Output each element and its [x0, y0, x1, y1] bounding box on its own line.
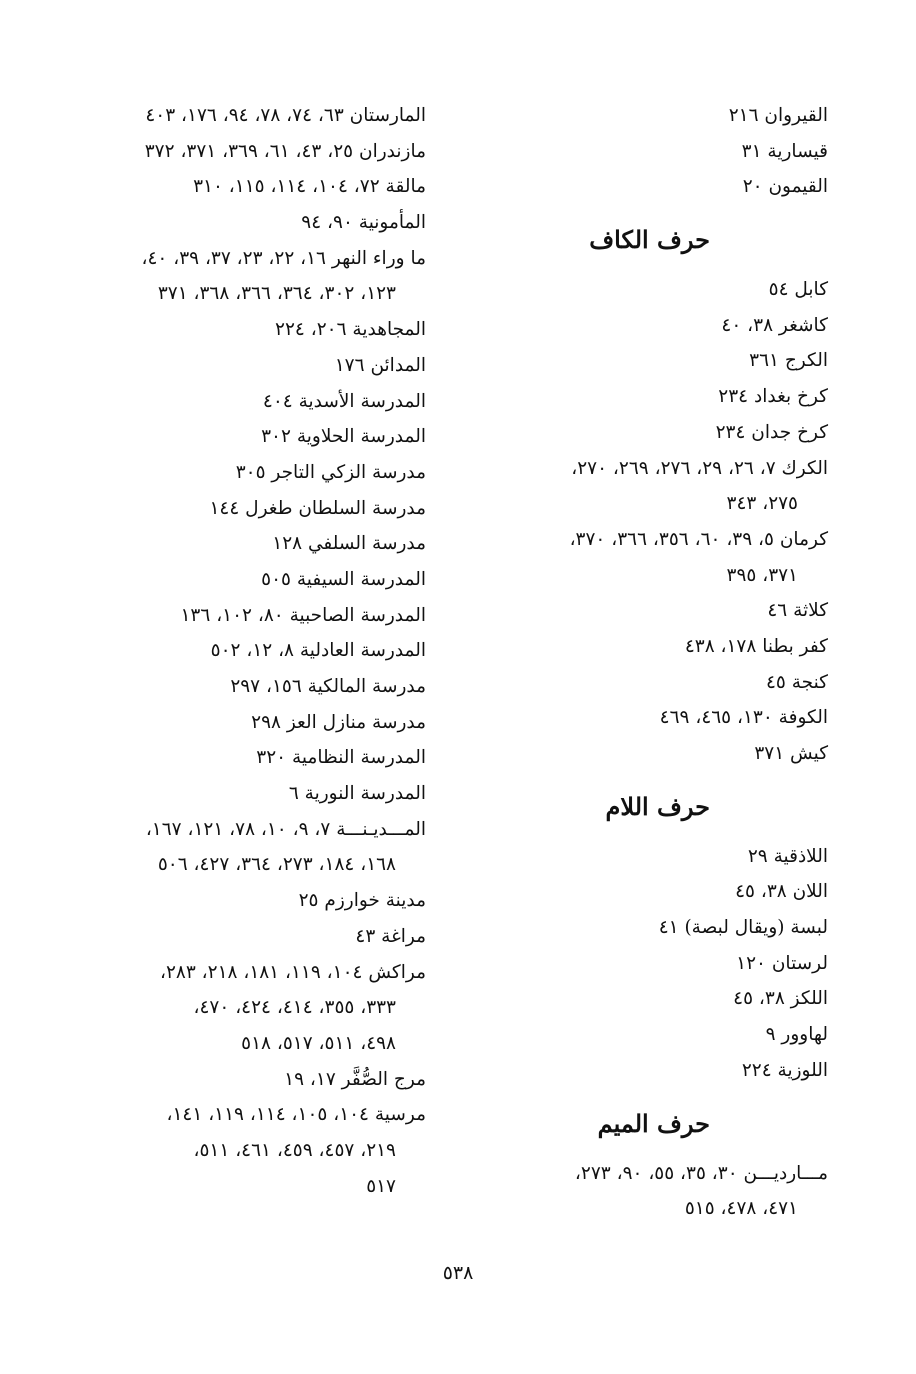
index-entry: [466, 736, 828, 772]
index-entry: [70, 776, 426, 812]
index-entry: [70, 633, 426, 669]
index-entry: [466, 522, 828, 593]
index-entry-line: الكرج ٣٦١: [749, 350, 828, 372]
index-entry-line: المـــديـنـــة ٧، ٩، ١٠، ٧٨، ١٢١، ١٦٧،: [145, 818, 426, 840]
index-entry: [70, 740, 426, 776]
index-column-right: [466, 98, 828, 1227]
index-entry: [466, 1156, 828, 1227]
index-entry: [466, 343, 828, 379]
index-entry-line: مدرسة المالكية ١٥٦، ٢٩٧: [230, 676, 426, 697]
index-entry-line: المدرسة السيفية ٥٠٥: [261, 568, 426, 590]
index-entry-line: اللوزية ٢٢٤: [741, 1059, 828, 1081]
index-entry-continuation: ٢١٩، ٤٥٧، ٤٥٩، ٤٦١، ٥١١،: [193, 1139, 396, 1161]
index-entry: [70, 98, 426, 134]
index-entry: [466, 910, 828, 946]
index-entry: [466, 1053, 828, 1089]
index-entry-continuation: ٤٩٨، ٥١١، ٥١٧، ٥١٨: [241, 1032, 396, 1054]
index-entry: [70, 491, 426, 527]
index-entry: [70, 1097, 426, 1204]
index-entry-line: اللان ٣٨، ٤٥: [735, 881, 828, 903]
index-entry: [466, 169, 828, 205]
index-entry: [466, 839, 828, 875]
index-entry-line: المدرسة الحلاوية ٣٠٢: [261, 426, 426, 448]
index-entry-continuation: ٥١٧: [366, 1175, 396, 1197]
index-entry-line: مدرسة السلطان طغرل ١٤٤: [209, 497, 426, 519]
index-entry: [466, 379, 828, 415]
index-entry-continuation: ٣٣٣، ٣٥٥، ٤١٤، ٤٢٤، ٤٧٠،: [193, 997, 396, 1019]
index-entry-line: اللكز ٣٨، ٤٥: [733, 988, 828, 1010]
index-entry: [466, 665, 828, 701]
index-entry: [70, 419, 426, 455]
index-entry: [70, 169, 426, 205]
index-entry-line: كلاثة ٤٦: [767, 600, 828, 622]
index-entry-line: القيروان ٢١٦: [728, 105, 828, 126]
section-heading: حرف الميم: [597, 1108, 710, 1138]
index-entry: [70, 312, 426, 348]
index-entry: [466, 415, 828, 451]
index-entry: [70, 598, 426, 634]
index-entry: [466, 451, 828, 522]
index-entry: [466, 593, 828, 629]
index-entry: [70, 205, 426, 241]
index-entry: [70, 705, 426, 741]
index-entry: [70, 348, 426, 384]
index-entry-line: مازندران ٢٥، ٤٣، ٦١، ٣٦٩، ٣٧١، ٣٧٢: [144, 140, 426, 162]
index-entry: [70, 134, 426, 170]
index-entry: [466, 1017, 828, 1053]
index-entry-line: الكوفة ١٣٠، ٤٦٥، ٤٦٩: [659, 707, 828, 729]
index-entry: [466, 98, 828, 134]
index-entry-line: مالقة ٧٢، ١٠٤، ١١٤، ١١٥، ٣١٠: [193, 176, 426, 198]
index-entry-line: المدرسة الأسدية ٤٠٤: [262, 390, 426, 412]
index-entry: [70, 669, 426, 705]
index-entry-line: مدرسة الزكي التاجر ٣٠٥: [235, 461, 426, 483]
index-entry-line: المدرسة العادلية ٨، ١٢، ٥٠٢: [210, 640, 426, 662]
index-entry-line: المجاهدية ٢٠٦، ٢٢٤: [275, 319, 426, 341]
index-entry-line: المارستان ٦٣، ٧٤، ٧٨، ٩٤، ١٧٦، ٤٠٣: [145, 105, 426, 126]
index-entry-continuation: ٤٧١، ٤٧٨، ٥١٥: [684, 1198, 798, 1220]
index-entry: [466, 272, 828, 308]
index-entry-line: لهاوور ٩: [765, 1024, 828, 1046]
index-entry: [70, 883, 426, 919]
page-number: ٥٣٨: [442, 1262, 474, 1284]
index-entry-line: كاشغر ٣٨، ٤٠: [721, 314, 828, 336]
index-entry-line: المدائن ١٧٦: [334, 354, 426, 376]
index-entry: [70, 241, 426, 312]
index-entry: [466, 874, 828, 910]
index-entry-line: الكرك ٧، ٢٦، ٢٩، ٢٧٦، ٢٦٩، ٢٧٠،: [571, 457, 828, 479]
index-entry: [466, 981, 828, 1017]
index-entry-line: كفر بطنا ١٧٨، ٤٣٨: [684, 635, 828, 657]
index-entry-line: مـــارديـــن ٣٠، ٣٥، ٥٥، ٩٠، ٢٧٣،: [574, 1162, 828, 1184]
index-entry-line: ما وراء النهر ١٦، ٢٢، ٢٣، ٣٧، ٣٩، ٤٠،: [141, 247, 426, 269]
index-entry-line: القيمون ٢٠: [742, 176, 828, 198]
index-entry-line: كرمان ٥، ٣٩، ٦٠، ٣٥٦، ٣٦٦، ٣٧٠،: [569, 528, 828, 550]
index-entry: [70, 526, 426, 562]
index-entry-line: كابل ٥٤: [768, 279, 828, 301]
index-entry: [70, 1062, 426, 1098]
index-entry-line: لبسة (ويقال لبصة) ٤١: [658, 917, 828, 939]
index-entry-line: مدينة خوارزم ٢٥: [298, 890, 426, 912]
index-entry-line: كنجة ٤٥: [765, 671, 828, 693]
index-entry-line: اللاذقية ٢٩: [747, 845, 828, 867]
index-entry-line: المدرسة النظامية ٣٢٠: [256, 747, 426, 769]
index-entry: [466, 700, 828, 736]
index-entry-line: مدرسة منازل العز ٢٩٨: [251, 711, 426, 733]
index-entry: [70, 455, 426, 491]
index-entry-line: قيسارية ٣١: [741, 140, 828, 162]
index-entry: [70, 562, 426, 598]
index-entry-continuation: ١٦٨، ١٨٤، ٢٧٣، ٣٦٤، ٤٢٧، ٥٠٦: [157, 854, 396, 876]
index-entry-line: كرخ بغداد ٢٣٤: [718, 386, 828, 408]
index-entry-line: كيش ٣٧١: [754, 743, 828, 764]
index-entry: [466, 134, 828, 170]
index-entry-line: المأمونية ٩٠، ٩٤: [301, 212, 426, 234]
index-entry: [466, 946, 828, 982]
index-entry-line: لرستان ١٢٠: [736, 952, 828, 974]
index-entry-line: المدرسة النورية ٦: [288, 783, 426, 805]
index-entry-line: مرسية ١٠٤، ١٠٥، ١١٤، ١١٩، ١٤١،: [166, 1104, 426, 1126]
index-entry: [70, 955, 426, 1062]
index-entry-continuation: ١٢٣، ٣٠٢، ٣٦٤، ٣٦٦، ٣٦٨، ٣٧١: [157, 283, 396, 305]
index-entry: [70, 384, 426, 420]
section-heading: حرف اللام: [605, 791, 710, 821]
index-entry-line: مراغة ٤٣: [355, 925, 426, 947]
index-entry-line: كرخ جدان ٢٣٤: [715, 421, 828, 443]
index-entry: [466, 308, 828, 344]
index-entry: [70, 812, 426, 883]
index-entry-line: مراكش ١٠٤، ١١٩، ١٨١، ٢١٨، ٢٨٣،: [159, 961, 426, 983]
index-entry: [466, 629, 828, 665]
index-entry: [70, 919, 426, 955]
index-column-left: [70, 98, 426, 1204]
section-heading: حرف الكاف: [589, 225, 710, 255]
index-entry-continuation: ٣٧١، ٣٩٥: [726, 564, 798, 586]
index-entry-line: المدرسة الصاحبية ٨٠، ١٠٢، ١٣٦: [180, 604, 426, 626]
index-entry-continuation: ٢٧٥، ٣٤٣: [726, 493, 798, 515]
index-entry-line: مدرسة السلفي ١٢٨: [272, 533, 426, 555]
index-entry-line: مرج الصُّفَّر ١٧، ١٩: [284, 1068, 426, 1090]
